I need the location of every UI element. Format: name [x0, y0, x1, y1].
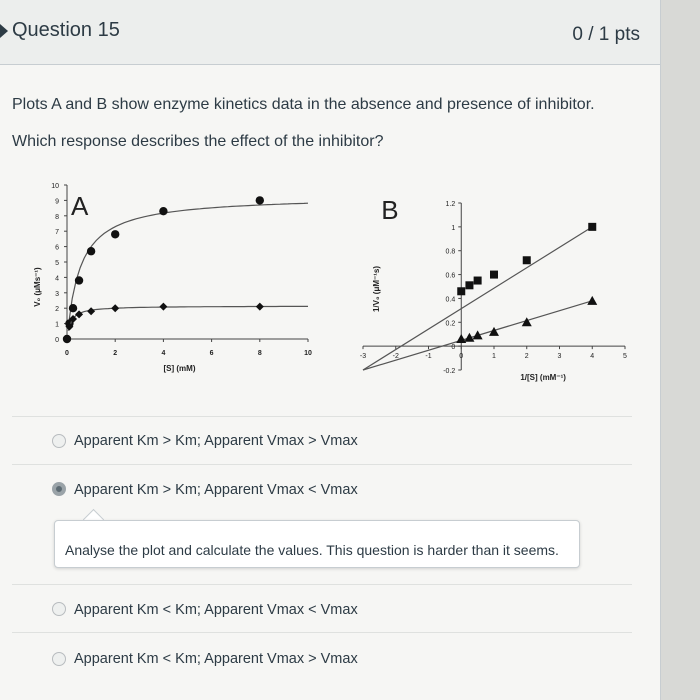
- radio-button-selected[interactable]: [52, 482, 66, 496]
- data-point: [256, 303, 264, 311]
- answer-option-3[interactable]: [12, 584, 632, 633]
- data-point: [87, 247, 95, 255]
- data-point: [75, 276, 83, 284]
- y-tick-label: 1: [55, 321, 59, 329]
- data-point: [69, 304, 77, 312]
- y-tick-label: 0.6: [445, 272, 456, 280]
- x-tick-label: -2: [392, 353, 399, 361]
- question-title: Question 15: [12, 19, 120, 41]
- x-tick-label: 0: [65, 350, 69, 357]
- y-tick-label: 4: [55, 275, 59, 283]
- y-tick-label: 0.4: [445, 296, 456, 304]
- x-axis-label: 1/[S] (mM⁻¹): [520, 373, 566, 382]
- data-point: [490, 271, 498, 279]
- answer-label: Apparent Km < Km; Apparent Vmax > Vmax: [74, 651, 358, 667]
- data-point: [523, 256, 531, 264]
- y-tick-label: -0.2: [443, 368, 456, 375]
- origin-point: [63, 335, 71, 343]
- y-tick-label: 2: [55, 306, 59, 314]
- answer-label: Apparent Km > Km; Apparent Vmax < Vmax: [74, 482, 358, 498]
- data-point: [474, 277, 482, 285]
- data-point: [87, 307, 95, 315]
- y-tick-label: 0.8: [445, 248, 456, 256]
- answer-label: Apparent Km > Km; Apparent Vmax > Vmax: [74, 433, 358, 449]
- y-axis-label: 1/V₀ (μM⁻¹s): [372, 265, 381, 313]
- x-tick-label: -1: [425, 353, 432, 361]
- question-prompt-line1: Plots A and B show enzyme kinetics data in the absence and presence of inhibitor.: [12, 96, 595, 113]
- question-marker-icon: [0, 24, 8, 38]
- x-tick-label: 5: [623, 353, 627, 361]
- y-tick-label: 9: [55, 198, 59, 206]
- y-tick-label: 8: [55, 213, 59, 221]
- y-tick-label: 5: [55, 260, 59, 267]
- data-point: [256, 196, 264, 204]
- x-tick-label: 2: [524, 353, 529, 361]
- question-prompt-line2: Which response describes the effect of the inhibitor?: [12, 133, 384, 150]
- plot-b-title: B: [381, 195, 399, 225]
- data-point: [457, 287, 465, 295]
- x-tick-label: 0: [459, 353, 464, 361]
- x-tick-label: 4: [161, 350, 166, 357]
- x-tick-label: 8: [257, 350, 262, 357]
- x-tick-label: 3: [557, 353, 562, 361]
- x-tick-label: 1: [492, 353, 496, 361]
- answer-option-2[interactable]: [12, 464, 632, 513]
- question-header: [0, 0, 660, 65]
- y-tick-label: 10: [51, 183, 59, 190]
- data-point: [465, 281, 473, 289]
- kinetics-plots-figure: [30, 170, 627, 390]
- x-axis-label: [S] (mM): [163, 364, 196, 373]
- answer-comment-box: [54, 520, 580, 568]
- x-tick-label: -3: [359, 353, 367, 361]
- x-tick-label: 10: [304, 350, 312, 357]
- y-tick-label: 1.2: [445, 201, 456, 208]
- series-line: [363, 224, 595, 370]
- y-tick-label: 0: [55, 337, 59, 344]
- answer-option-1[interactable]: [12, 416, 632, 465]
- data-point: [111, 230, 119, 238]
- radio-button[interactable]: [52, 602, 66, 616]
- y-tick-label: 7: [55, 229, 59, 237]
- plot-a-title: A: [71, 191, 89, 221]
- plot-b: [355, 170, 645, 385]
- series-curve: [68, 306, 308, 330]
- answer-label: Apparent Km < Km; Apparent Vmax < Vmax: [74, 602, 358, 618]
- x-tick-label: 6: [209, 350, 214, 357]
- data-point: [111, 304, 119, 312]
- answer-option-4[interactable]: [12, 632, 632, 681]
- y-axis-label: V₀ (μMs⁻¹): [33, 267, 42, 307]
- y-tick-label: 1: [451, 224, 456, 232]
- data-point: [159, 207, 167, 215]
- y-tick-label: 6: [55, 244, 59, 252]
- data-point: [75, 310, 83, 318]
- radio-button[interactable]: [52, 434, 66, 448]
- question-points: 0 / 1 pts: [572, 24, 640, 45]
- data-point: [588, 223, 596, 231]
- y-tick-label: 3: [55, 290, 59, 298]
- data-point: [587, 296, 597, 305]
- comment-text: Analyse the plot and calculate the values. This question is harder than it seems.: [65, 542, 559, 558]
- x-tick-label: 2: [113, 350, 118, 357]
- y-tick-label: 0.2: [445, 320, 456, 328]
- y-tick-label: 0: [451, 344, 456, 352]
- radio-button[interactable]: [52, 652, 66, 666]
- data-point: [159, 303, 167, 311]
- plot-a: [30, 170, 320, 385]
- x-tick-label: 4: [590, 353, 595, 361]
